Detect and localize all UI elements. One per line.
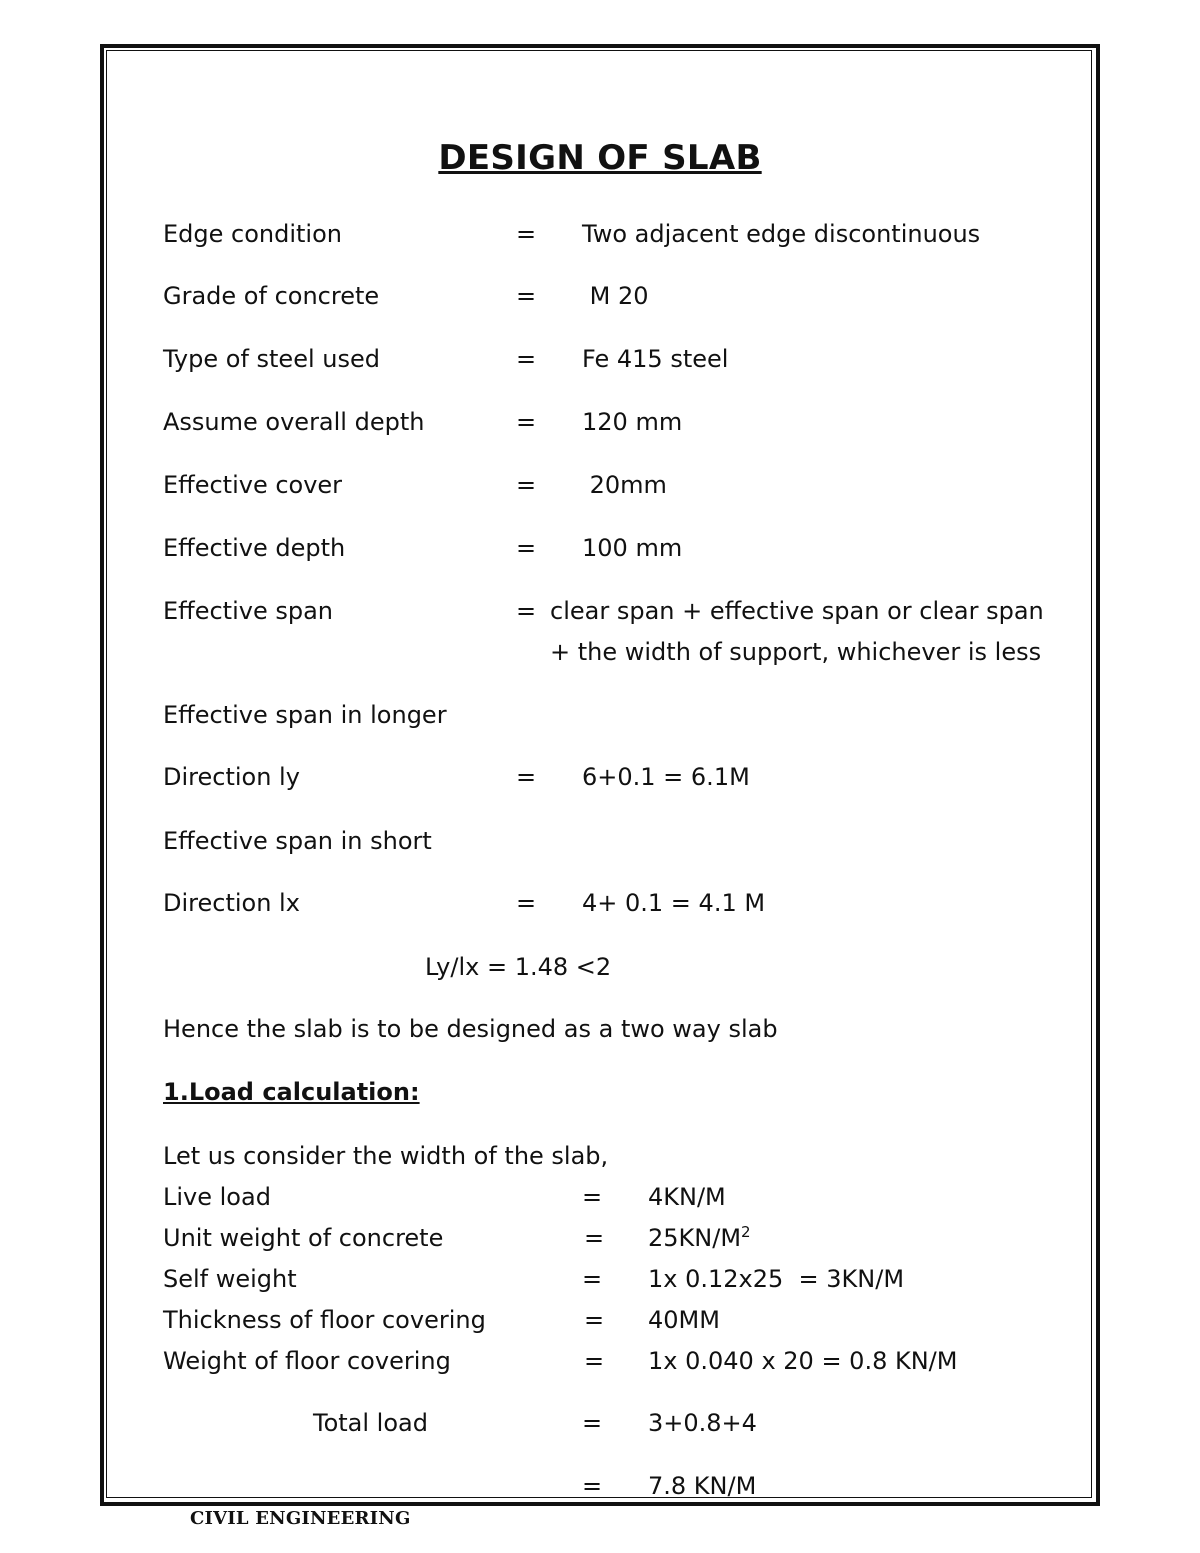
effective-span-line1: clear span + effective span or clear span bbox=[550, 597, 1044, 625]
superscript: 2 bbox=[741, 1223, 751, 1241]
param-label: Type of steel used bbox=[163, 345, 380, 373]
total-load-label: Total load bbox=[313, 1409, 428, 1437]
param-label: Grade of concrete bbox=[163, 282, 380, 310]
load-label: Thickness of floor covering bbox=[163, 1306, 486, 1334]
load-value-text: 25KN/M bbox=[648, 1224, 742, 1252]
param-label: Assume overall depth bbox=[163, 408, 425, 436]
load-value: 1x 0.12x25 = 3KN/M bbox=[648, 1265, 905, 1293]
direction-lx-label: Direction lx bbox=[163, 889, 300, 917]
param-value: Two adjacent edge discontinuous bbox=[582, 220, 981, 248]
param-value: Fe 415 steel bbox=[582, 345, 729, 373]
param-label: Edge condition bbox=[163, 220, 342, 248]
equals-sign: = bbox=[516, 345, 537, 373]
param-label: Effective depth bbox=[163, 534, 346, 562]
equals-sign: = bbox=[516, 763, 537, 791]
equals-sign: = bbox=[516, 220, 537, 248]
total-load-result: 7.8 KN/M bbox=[648, 1472, 757, 1500]
equals-sign: = bbox=[516, 889, 537, 917]
equals-sign: = bbox=[516, 534, 537, 562]
load-calculation-heading: 1.Load calculation: bbox=[163, 1078, 420, 1106]
load-value: 40MM bbox=[648, 1306, 720, 1334]
footer-text: CIVIL ENGINEERING bbox=[190, 1508, 411, 1529]
load-value bbox=[648, 1223, 751, 1253]
load-intro-text: Let us consider the width of the slab, bbox=[163, 1142, 609, 1170]
equals-sign: = bbox=[584, 1224, 605, 1252]
load-value: 1x 0.040 x 20 = 0.8 KN/M bbox=[648, 1347, 958, 1375]
conclusion-text: Hence the slab is to be designed as a two way slab bbox=[163, 1015, 778, 1043]
direction-lx-value: 4+ 0.1 = 4.1 M bbox=[582, 889, 766, 917]
equals-sign: = bbox=[516, 408, 537, 436]
equals-sign: = bbox=[582, 1183, 603, 1211]
param-value: 20mm bbox=[582, 471, 667, 499]
equals-sign: = bbox=[582, 1265, 603, 1293]
load-label: Live load bbox=[163, 1183, 271, 1211]
effective-span-label: Effective span bbox=[163, 597, 333, 625]
direction-ly-label: Direction ly bbox=[163, 763, 300, 791]
param-value: 100 mm bbox=[582, 534, 683, 562]
equals-sign: = bbox=[582, 1472, 603, 1500]
total-load-expression: 3+0.8+4 bbox=[648, 1409, 757, 1437]
equals-sign: = bbox=[516, 471, 537, 499]
equals-sign: = bbox=[582, 1409, 603, 1437]
param-value: M 20 bbox=[582, 282, 649, 310]
param-value: 120 mm bbox=[582, 408, 683, 436]
equals-sign: = bbox=[584, 1347, 605, 1375]
load-label: Self weight bbox=[163, 1265, 297, 1293]
param-label: Effective cover bbox=[163, 471, 343, 499]
load-value: 4KN/M bbox=[648, 1183, 726, 1211]
equals-sign: = bbox=[516, 597, 537, 625]
load-label: Weight of floor covering bbox=[163, 1347, 451, 1375]
ratio-text: Ly/lx = 1.48 <2 bbox=[425, 953, 612, 981]
equals-sign: = bbox=[584, 1306, 605, 1334]
load-label: Unit weight of concrete bbox=[163, 1224, 444, 1252]
direction-ly-value: 6+0.1 = 6.1M bbox=[582, 763, 750, 791]
equals-sign: = bbox=[516, 282, 537, 310]
document-title: DESIGN OF SLAB bbox=[438, 138, 762, 178]
longer-span-label: Effective span in longer bbox=[163, 701, 447, 729]
effective-span-line2: + the width of support, whichever is less bbox=[550, 638, 1042, 666]
short-span-label: Effective span in short bbox=[163, 827, 432, 855]
